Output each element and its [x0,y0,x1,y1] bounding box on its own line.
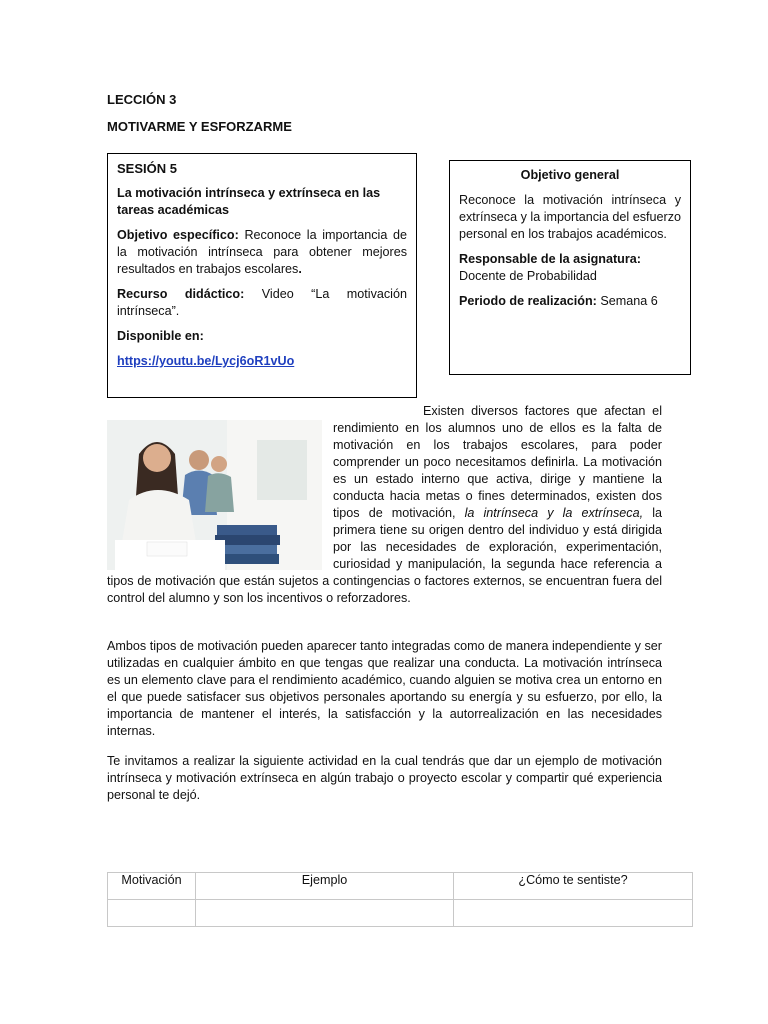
session-title: La motivación intrínseca y extrínseca en las tareas académicas [117,186,381,217]
responsible [459,251,681,285]
paragraph-3: Te invitamos a realizar la siguiente actividad en la cual tendrás que dar un ejemplo de motivación intrínseca y motivación extrínseca en algún trabajo o proyecto escolar y compartir qué experiencia personal te dejó. [107,754,662,802]
header-motivacion: Motivación [108,873,196,900]
cell-ejemplo[interactable] [196,900,454,927]
video-link[interactable]: https://youtu.be/Lycj6oR1vUo [117,354,295,368]
didactic-resource-label: Recurso didáctico: [117,287,245,301]
objective-title: Objetivo general [520,168,620,182]
header-como-te-sentiste: ¿Cómo te sentiste? [454,873,693,900]
available-at-label: Disponible en: [117,329,204,343]
responsible-label: Responsable de la asignatura: [459,252,641,266]
didactic-resource [117,286,407,320]
paragraph-1-end: la primera tiene su origen dentro del individuo y está dirigida por las necesidades de exploración, experimentación, curiosidad y manipulación, la segunda hace referencia a tipos de motivación que están sujetos a contingencias o factores externos, se encuentran fuera del control del alumno y son los incentivos o reforzadores. [107,506,662,605]
cell-como-te-sentiste[interactable] [454,900,693,927]
specific-objective-label: Objetivo específico: [117,228,239,242]
paragraph-1-italic: la intrínseca y la extrínseca, [464,506,644,520]
header-ejemplo: Ejemplo [196,873,454,900]
paragraph-2: Ambos tipos de motivación pueden aparecer tanto integradas como de manera independiente y ser utilizadas en cualquier ámbito en que tengas que realizar una conducta. La motivación intrínseca es un elemento clave para el rendimiento académico, cuando alguien se motiva crea un entorno en el que puede satisfacer sus objetivos personales aportando su energía y su esfuerzo, por ello, la importancia de mantener el interés, la satisfacción y la autorrealización en las necesidades internas. [107,639,662,738]
activity-table [107,872,693,927]
cell-motivacion[interactable] [108,900,196,927]
specific-objective-text: Reconoce la importancia de la motivación intrínseca para obtener mejores resultados en trabajos escolares [117,228,407,276]
period-value: Semana 6 [596,294,658,308]
specific-objective-period: . [298,262,302,276]
lesson-number: LECCIÓN 3 [107,92,177,107]
didactic-resource-text: Video “La motivación intrínseca”. [117,287,407,318]
session-label: SESIÓN 5 [117,161,177,176]
table-header-row [108,873,693,900]
lesson-title: MOTIVARME Y ESFORZARME [107,119,292,134]
paragraph-1-start: Existen diversos factores que afectan el rendimiento en los alumnos uno de ellos es la falta de motivación en los trabajos escolares, para poder comprender un poco necesitamos definirla. La motivación es un estado interno que activa, dirige y mantiene la conducta hacia metas o fines determinados, existen dos tipos de motivación, [333,404,662,520]
table-row [108,900,693,927]
session-box [107,153,417,398]
paragraph-1 [107,403,662,607]
responsible-value: Docente de Probabilidad [459,269,597,283]
objective-text: Reconoce la motivación intrínseca y extrínseca y la importancia del esfuerzo personal en los trabajos académicos. [459,193,681,241]
video-link-row [117,353,407,370]
specific-objective [117,227,407,278]
period-label: Periodo de realización: [459,294,597,308]
period [459,293,681,310]
available-at [117,328,407,345]
objective-box [449,160,691,375]
